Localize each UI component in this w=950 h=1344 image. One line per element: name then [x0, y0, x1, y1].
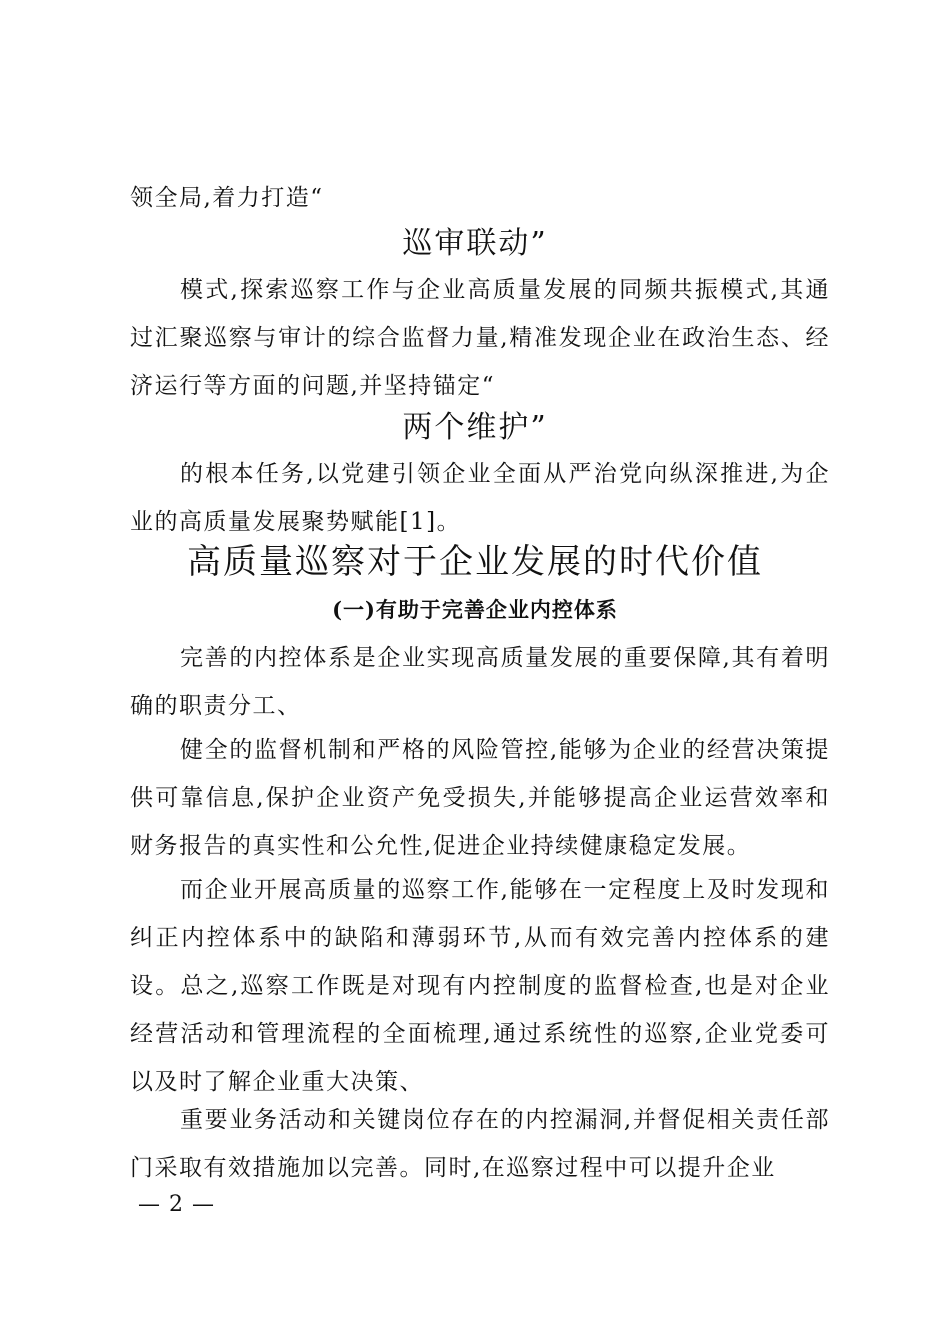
- emphasis-term-1: 巡审联动”: [402, 226, 548, 261]
- subsection-heading: (一)有助于完善企业内控体系: [332, 597, 618, 622]
- paragraph-4: 完善的内控体系是企业实现高质量发展的重要保障,其有着明确的职责分工、: [130, 645, 830, 719]
- paragraph-7: 重要业务活动和关键岗位存在的内控漏洞,并督促相关责任部门采取有效措施加以完善。同时,在巡察过程中可以提升企业: [130, 1107, 830, 1181]
- section-heading: 高质量巡察对于企业发展的时代价值: [187, 542, 763, 582]
- page-number: — 2 —: [138, 1192, 215, 1217]
- paragraph-2: 模式,探索巡察工作与企业高质量发展的同频共振模式,其通过汇聚巡察与审计的综合监督力量,精准发现企业在政治生态、经济运行等方面的问题,并坚持锚定“: [130, 277, 830, 399]
- paragraph-3: 的根本任务,以党建引领企业全面从严治党向纵深推进,为企业的高质量发展聚势赋能[1]。: [130, 461, 830, 535]
- emphasis-term-2: 两个维护”: [402, 410, 548, 445]
- paragraph-5: 健全的监督机制和严格的风险管控,能够为企业的经营决策提供可靠信息,保护企业资产免受损失,并能够提高企业运营效率和财务报告的真实性和公允性,促进企业持续健康稳定发展。: [130, 737, 830, 859]
- paragraph-1: 领全局,着力打造“: [130, 185, 324, 211]
- paragraph-6: 而企业开展高质量的巡察工作,能够在一定程度上及时发现和纠正内控体系中的缺陷和薄弱环节,从而有效完善内控体系的建设。总之,巡察工作既是对现有内控制度的监督检查,也是对企业经营活动和管理流程的全面梳理,通过系统性的巡察,企业党委可以及时了解企业重大决策、: [130, 877, 830, 1095]
